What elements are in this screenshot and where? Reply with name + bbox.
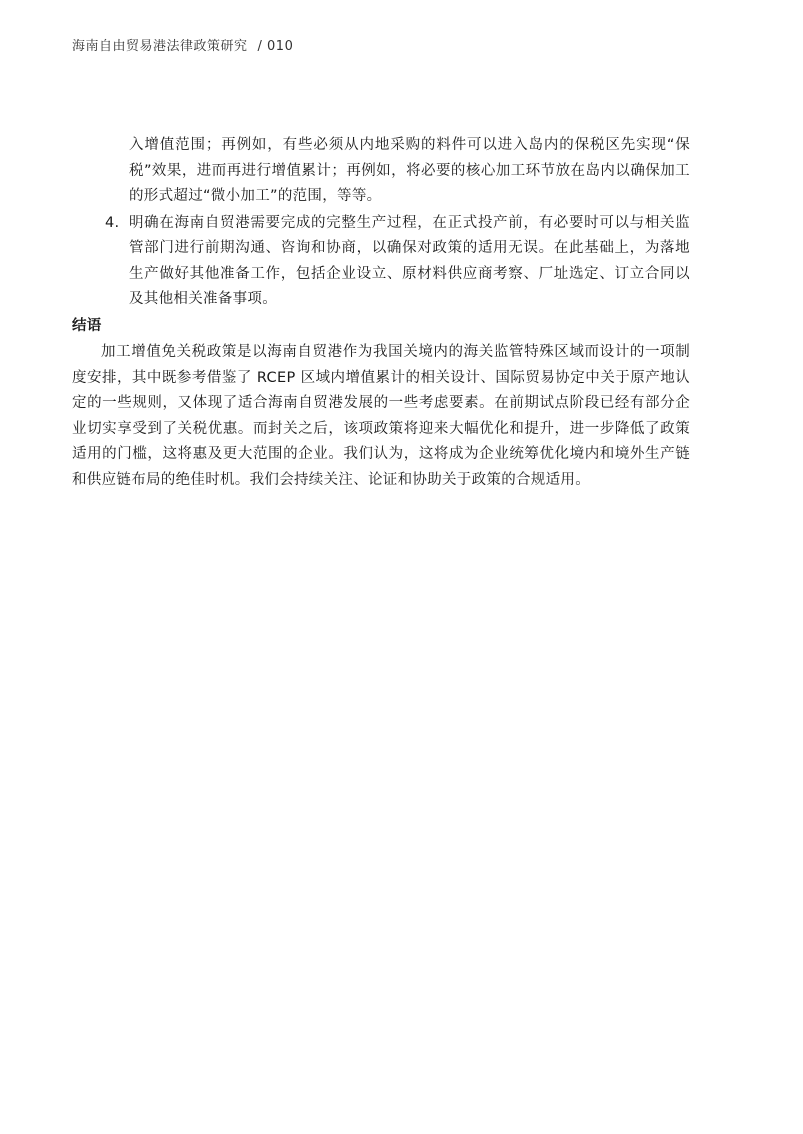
list-item-number: 4. (105, 214, 120, 231)
page-number: / 010 (257, 39, 294, 54)
book-title: 海南自由贸易港法律政策研究 (72, 39, 248, 54)
conclusion-paragraph: 加工增值免关税政策是以海南自贸港作为我国关境内的海关监管特殊区域而设计的一项制度安排，其中既参考借鉴了 RCEP 区域内增值累计的相关设计、国际贸易协定中关于原产地认定的一些规则，又体现了适合海南自贸港发展的一些考虑要素。在前期试点阶段已经有部分企业切实享受到了关税优惠。而封关之后，该项政策将迎来大幅优化和提升，进一步降低了政策适用的门槛，这将惠及更大范围的企业。我们认为，这将成为企业统筹优化境内和境外生产链和供应链布局的绝佳时机。我们会持续关注、论证和协助关于政策的合规适用。 (72, 344, 690, 488)
page-body (72, 133, 690, 493)
list-item-4 (72, 211, 690, 313)
continued-paragraph: 入增值范围；再例如，有些必须从内地采购的料件可以进入岛内的保税区先实现“保税”效果，进而再进行增值累计；再例如，将必要的核心加工环节放在岛内以确保加工的形式超过“微小加工”的范围，等等。 (129, 137, 690, 204)
section-heading-conclusion: 结语 (72, 317, 102, 334)
running-header (72, 35, 293, 54)
list-item-text: 明确在海南自贸港需要完成的完整生产过程，在正式投产前，有必要时可以与相关监管部门进行前期沟通、咨询和协商，以确保对政策的适用无误。在此基础上，为落地生产做好其他准备工作，包括企业设立、原材料供应商考察、厂址选定、订立合同以及其他相关准备事项。 (129, 214, 690, 307)
